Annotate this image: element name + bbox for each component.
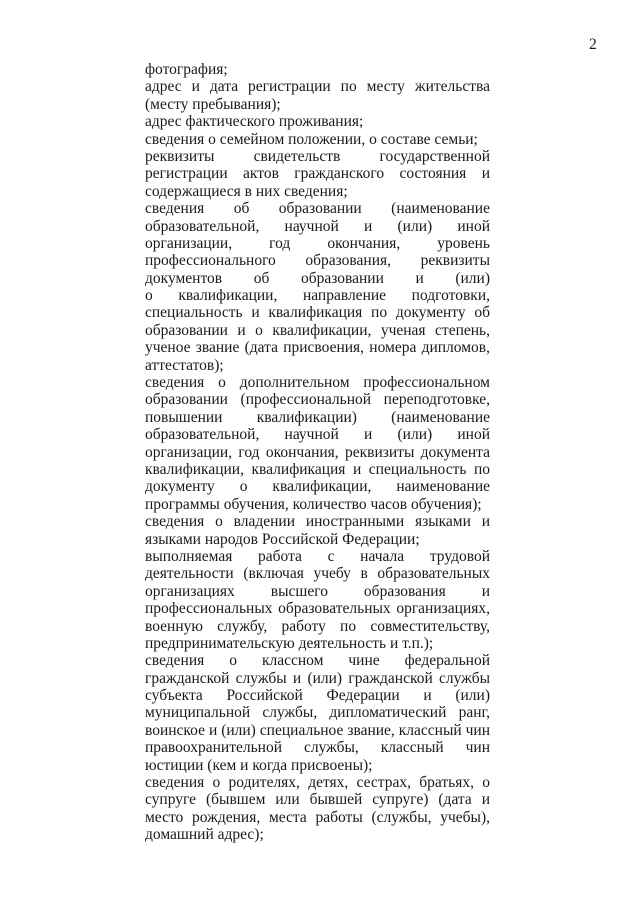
text-line: домашний адрес); [145, 826, 264, 844]
text-line: правоохранительной службы, классный чин [145, 739, 490, 757]
text-line: выполняемая работа с начала трудовой [145, 547, 490, 565]
text-line: организации, год окончания, реквизиты документа [145, 443, 490, 461]
text-line: военную службу, работу по совместительству, [145, 617, 490, 635]
text-line: профессионального образования, реквизиты [145, 252, 490, 270]
text-line: языками народов Российской Федерации; [145, 530, 420, 548]
text-line: адрес и дата регистрации по месту жительства [145, 78, 490, 96]
list-item-paragraph [145, 131, 490, 148]
text-line: фотография; [145, 61, 228, 78]
text-line: предпринимательскую деятельность и т.п.); [145, 634, 434, 652]
text-line: образовании (профессиональной переподготовке, [145, 391, 490, 409]
text-line: деятельности (включая учебу в образовательных [145, 565, 490, 583]
list-item-paragraph [145, 374, 490, 513]
text-line: содержащиеся в них сведения; [145, 182, 348, 200]
list-item-paragraph [145, 200, 490, 374]
document-body [145, 61, 490, 844]
text-line: регистрации актов гражданского состояния и [145, 165, 490, 183]
text-line: сведения о классном чине федеральной [145, 652, 490, 670]
list-item-paragraph [145, 652, 490, 774]
text-line: ученое звание (дата присвоения, номера дипломов, [145, 339, 490, 357]
text-line: организациях высшего образования и [145, 582, 490, 600]
text-line: субъекта Российской Федерации и (или) [145, 687, 490, 705]
text-line: сведения о владении иностранными языками и [145, 513, 490, 531]
text-line: юстиции (кем и когда присвоены); [145, 756, 373, 774]
list-item-paragraph [145, 148, 490, 200]
text-line: специальность и квалификация по документу об [145, 304, 490, 322]
text-line: адрес фактического проживания; [145, 113, 364, 131]
text-line: сведения об образовании (наименование [145, 200, 490, 218]
text-line: сведения о дополнительном профессиональном [145, 374, 490, 392]
text-line: гражданской службы и (или) гражданской службы [145, 669, 490, 687]
text-line: о квалификации, направление подготовки, [145, 287, 490, 305]
list-item-paragraph [145, 513, 490, 548]
text-line: реквизиты свидетельств государственной [145, 147, 490, 165]
list-item-paragraph [145, 61, 490, 78]
text-line: воинское и (или) специальное звание, классный чин [145, 721, 490, 739]
text-line: место рождения, места работы (службы, учебы), [145, 808, 490, 826]
text-line: (месту пребывания); [145, 95, 281, 113]
text-line: сведения о семейном положении, о составе семьи; [145, 130, 478, 148]
text-line: образовательной, научной и (или) иной [145, 217, 490, 235]
text-line: квалификации, квалификация и специальность по [145, 460, 490, 478]
list-item-paragraph [145, 113, 490, 130]
text-line: муниципальной службы, дипломатический ранг, [145, 704, 490, 722]
text-line: документу о квалификации, наименование [145, 478, 490, 496]
text-line: профессиональных образовательных организациях, [145, 600, 490, 618]
text-line: сведения о родителях, детях, сестрах, братьях, о [145, 774, 490, 792]
text-line: организации, год окончания, уровень [145, 234, 490, 252]
list-item-paragraph [145, 78, 490, 113]
list-item-paragraph [145, 548, 490, 652]
list-item-paragraph [145, 774, 490, 844]
text-line: супруге (бывшем или бывшей супруге) (дата и [145, 791, 490, 809]
page-number: 2 [589, 36, 597, 53]
text-line: аттестатов); [145, 356, 224, 374]
text-line: документов об образовании и (или) [145, 269, 490, 287]
text-line: образовании и о квалификации, ученая степень, [145, 321, 490, 339]
text-line: программы обучения, количество часов обучения); [145, 495, 482, 513]
text-line: образовательной, научной и (или) иной [145, 426, 490, 444]
text-line: повышении квалификации) (наименование [145, 408, 490, 426]
